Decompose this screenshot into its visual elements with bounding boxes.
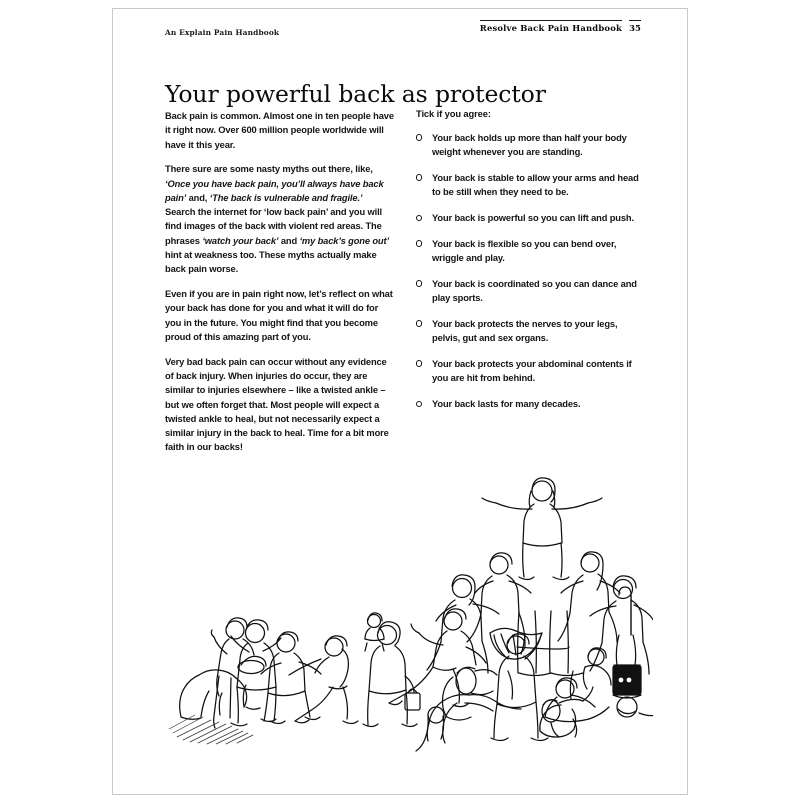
body-columns	[165, 109, 645, 455]
figure-headstand	[613, 587, 653, 717]
checklist-item-label: Your back is flexible so you can bend over, wriggle and play.	[432, 238, 617, 264]
emphasis-text: ‘watch your back’	[202, 235, 279, 246]
right-checklist-column	[416, 109, 645, 411]
figure-base-seated-right	[583, 648, 611, 689]
figure-pyramid-tier3-right	[590, 576, 653, 674]
body-paragraph	[165, 355, 394, 455]
checklist-item-label: Your back is stable to allow your arms and head to be still when they need to be.	[432, 173, 639, 198]
figure-gardener	[169, 656, 266, 744]
checkbox-circle-icon[interactable]	[416, 134, 422, 140]
figure-handstand	[416, 695, 521, 751]
checklist-item[interactable]	[416, 131, 645, 160]
checklist-item-label: Your back protects your abdominal contents if you are hit from behind.	[432, 359, 632, 384]
checkbox-circle-icon[interactable]	[416, 215, 422, 221]
figure-pyramid-tier3-left	[427, 575, 499, 673]
checkbox-circle-icon[interactable]	[416, 240, 422, 246]
header-rule-page-number	[629, 20, 641, 21]
checklist-item-label: Your back is coordinated so you can dance and play sports.	[432, 278, 637, 304]
people-illustration	[153, 471, 653, 761]
header-rule-title	[480, 20, 622, 21]
checklist-item[interactable]	[416, 357, 645, 386]
header-right-title-wrap	[480, 20, 622, 33]
body-paragraph	[165, 109, 394, 152]
page-number: 35	[629, 23, 641, 33]
figure-pyramid-top	[482, 478, 602, 580]
checkbox-circle-icon[interactable]	[416, 174, 422, 180]
figure-base-crouch-left	[443, 667, 498, 720]
header-right-title: Resolve Back Pain Handbook	[479, 23, 622, 33]
checklist-item-label: Your back is powerful so you can lift and push.	[432, 213, 634, 224]
plain-text: Search the internet for ‘low back pain’ and you will find images of the back with violent red areas. The phrases	[165, 207, 383, 246]
plain-text: There sure are some nasty myths out there, like,	[165, 164, 373, 175]
body-paragraph	[165, 162, 394, 276]
checklist-item[interactable]	[416, 317, 645, 346]
checkbox-circle-icon[interactable]	[416, 401, 422, 407]
running-header	[165, 20, 641, 44]
emphasis-text: ‘The back is vulnerable and fragile.’	[209, 192, 363, 203]
figure-base-lying	[545, 678, 609, 737]
checklist-item[interactable]	[416, 397, 645, 411]
figure-bending-woman	[540, 687, 593, 737]
checklist-item-label: Your back lasts for many decades.	[432, 399, 581, 410]
figure-parent-and-child	[363, 613, 420, 727]
checklist-item-label: Your back holds up more than half your body weight whenever you are standing.	[432, 133, 627, 158]
emphasis-text: ‘Once you have back pain, you’ll always have back pain’	[165, 178, 384, 203]
plain-text: and	[278, 235, 300, 246]
checklist-item[interactable]	[416, 237, 645, 266]
book-page-sheet	[112, 8, 688, 795]
checklist	[416, 131, 645, 411]
left-text-column	[165, 109, 394, 455]
emphasis-text: ‘my back’s gone out’	[299, 235, 389, 246]
plain-text: and,	[186, 192, 210, 203]
checklist-item[interactable]	[416, 211, 645, 225]
figure-basket-lifter	[490, 628, 548, 740]
figure-pyramid-base-centre	[508, 611, 583, 699]
checklist-item[interactable]	[416, 171, 645, 200]
page-title: Your powerful back as protector	[165, 79, 546, 108]
plain-text: Very bad back pain can occur without any evidence of back injury. When injuries do occur, they are similar to injuries elsewhere – like a twisted ankle – but we often forget that. Most people will expect a twisted ankle to heal, but not necessarily expect a similar injury in the back to heal. Time for a bit more faith in our backs!	[165, 356, 389, 453]
checklist-heading: Tick if you agree:	[416, 109, 491, 119]
header-right-group	[480, 20, 641, 33]
body-paragraph	[165, 287, 394, 344]
checkbox-circle-icon[interactable]	[416, 360, 422, 366]
figure-dancer-1	[261, 632, 321, 722]
left-paragraph-list	[165, 109, 394, 455]
plain-text: hint at weakness too. These myths actually make back pain worse.	[165, 250, 377, 275]
header-left-title: An Explain Pain Handbook	[165, 28, 280, 37]
checklist-item[interactable]	[416, 277, 645, 306]
checkbox-circle-icon[interactable]	[416, 320, 422, 326]
checklist-item-label: Your back protects the nerves to your legs, pelvis, gut and sex organs.	[432, 319, 618, 344]
figure-stretcher	[289, 636, 358, 724]
people-illustration-svg	[153, 471, 653, 761]
header-page-number-wrap	[629, 20, 641, 33]
checkbox-circle-icon[interactable]	[416, 280, 422, 286]
plain-text: Even if you are in pain right now, let’s reflect on what your back has done for you and what it will do for you in the future. You might find that you become proud of this amazing part of you.	[165, 289, 393, 342]
plain-text: Back pain is common. Almost one in ten people have it right now. Over 600 million people worldwide will have it this year.	[165, 111, 394, 150]
